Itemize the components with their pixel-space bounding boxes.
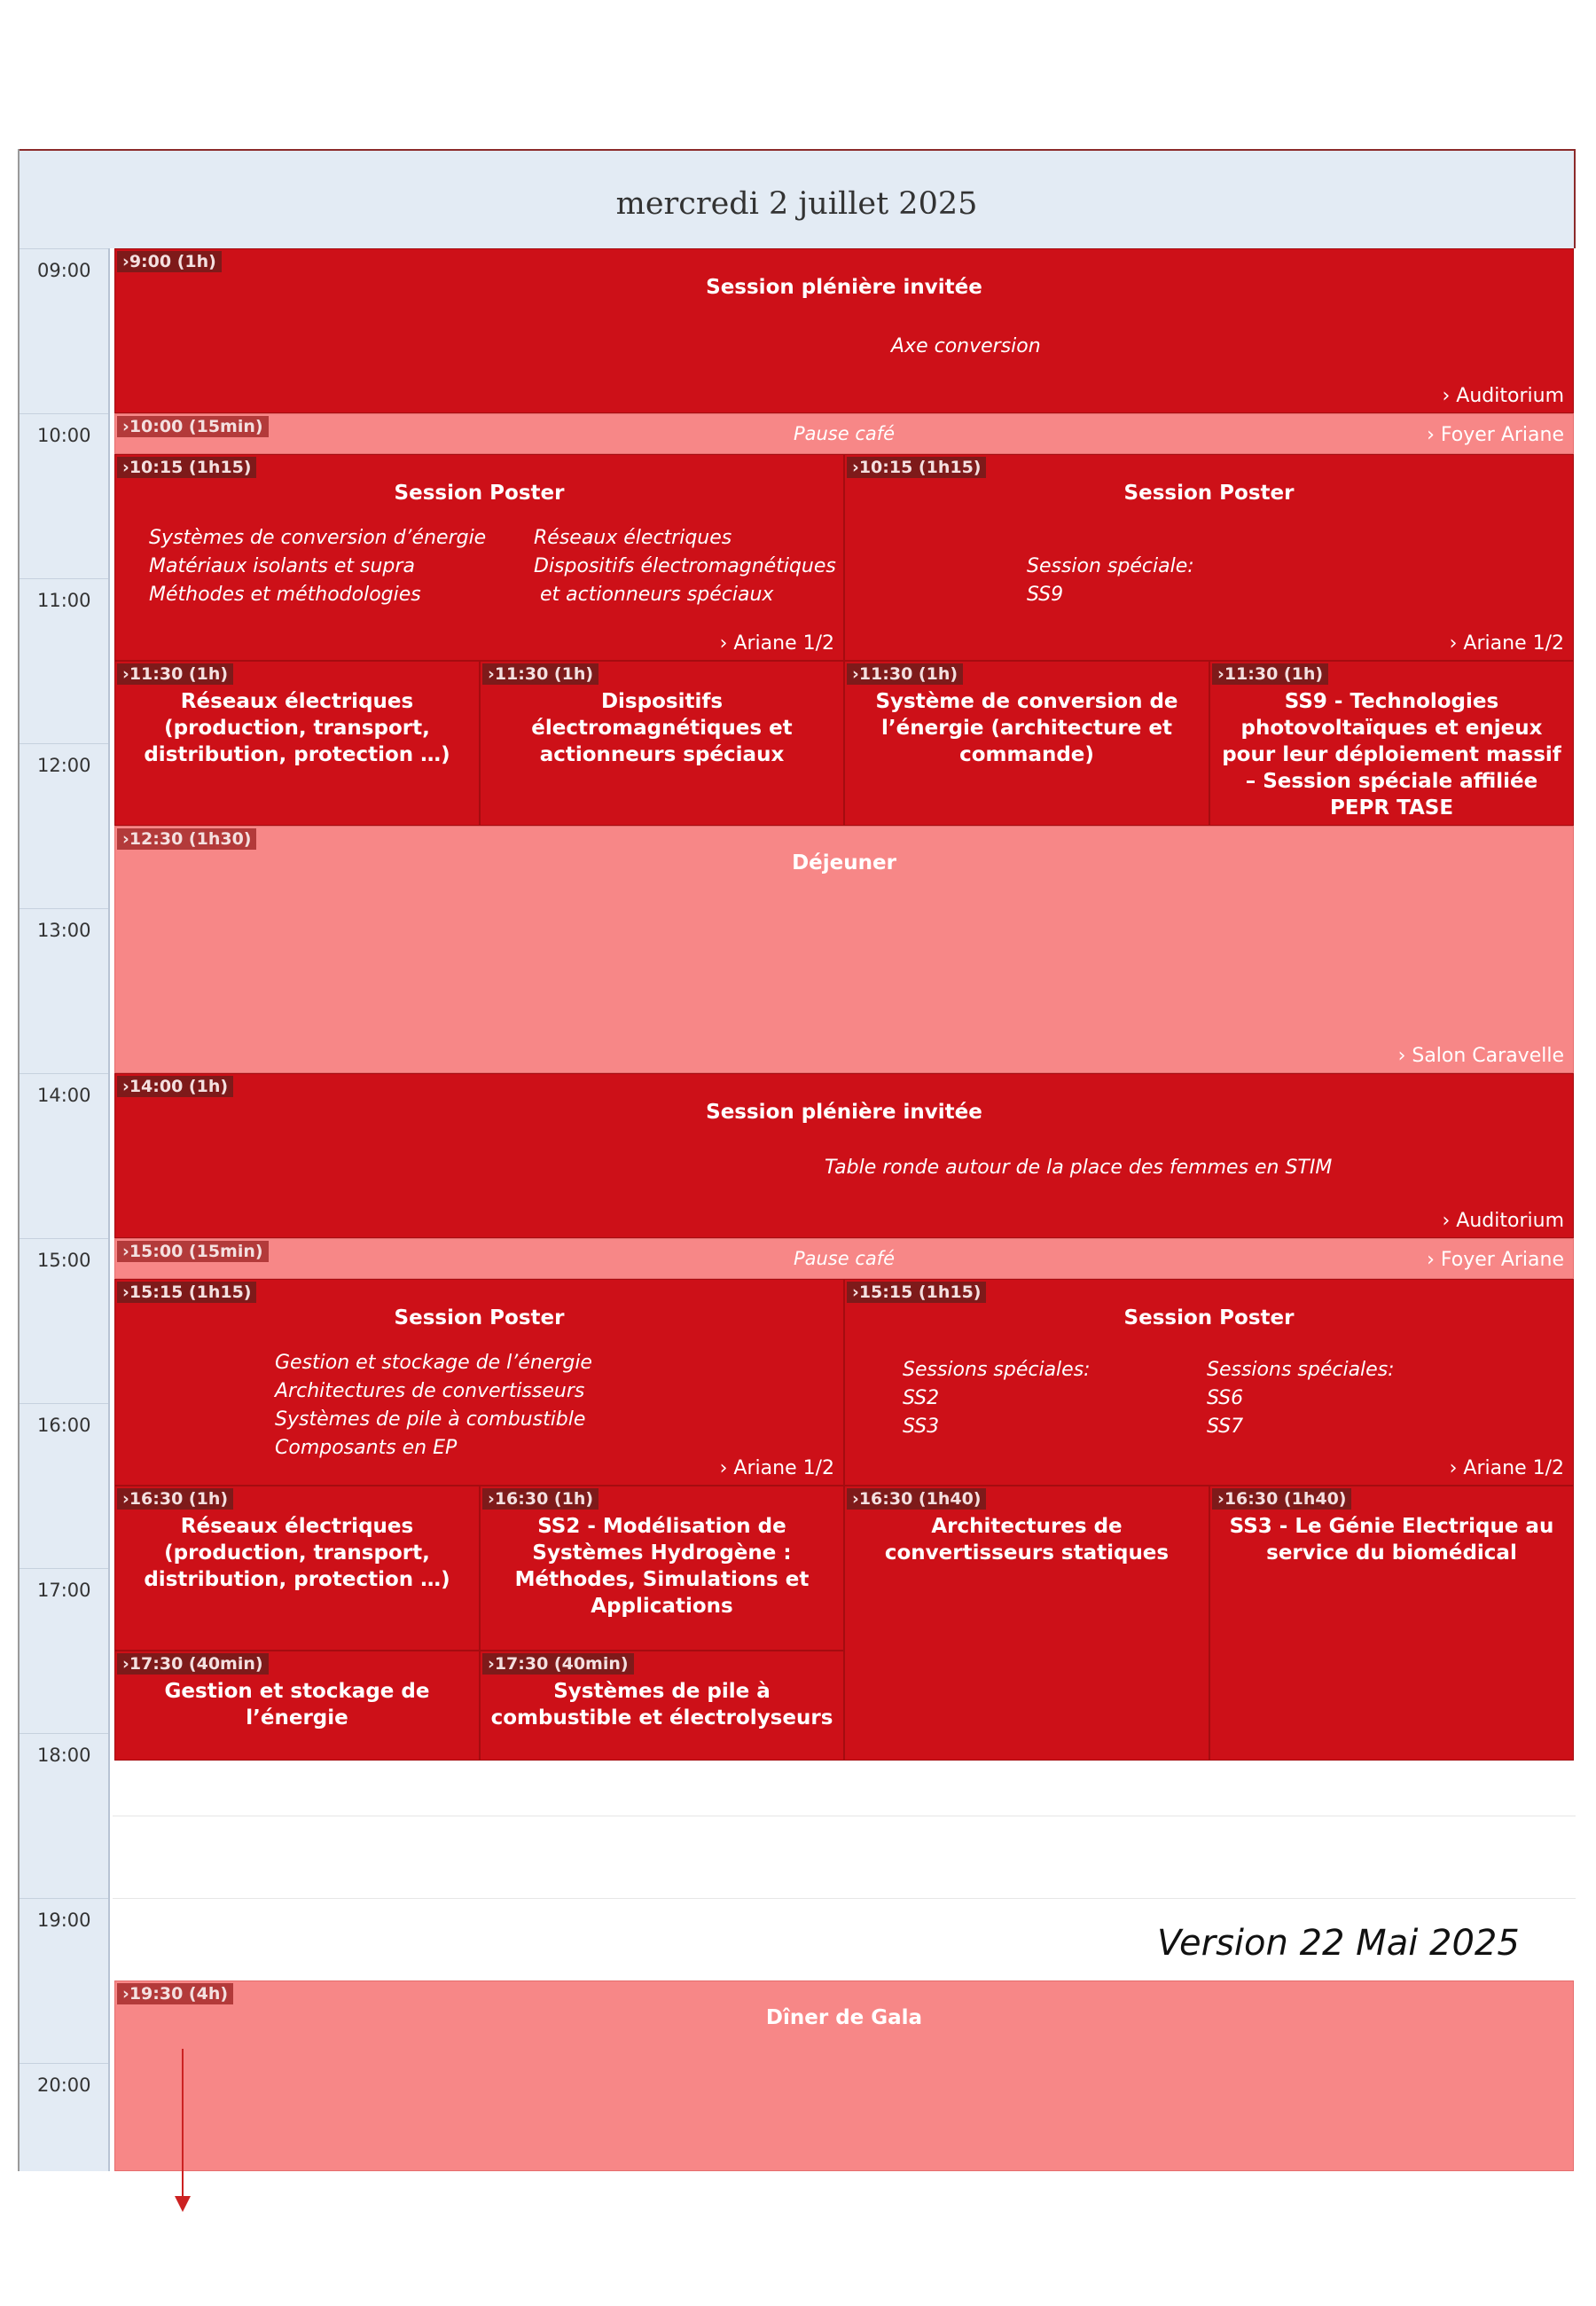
event-topics: Systèmes de conversion d’énergie Matériaux isolants et supra Méthodes et méthodologies [149,527,487,606]
hour-label: 14:00 [37,1085,91,1106]
event-session[interactable] [114,1486,480,1651]
event-time: ›17:30 (40min) [117,1653,269,1675]
hour-slot [20,2063,108,2228]
event-poster-session[interactable] [114,1279,844,1486]
event-time: ›11:30 (1h) [482,663,598,685]
event-time: ›10:00 (15min) [117,416,269,437]
event-location[interactable]: › Ariane 1/2 [1449,632,1564,655]
hour-label: 18:00 [37,1745,91,1766]
event-coffee-break[interactable] [114,413,1574,454]
event-time: ›15:00 (15min) [117,1241,269,1262]
event-title: Session Poster [394,482,565,505]
event-gala-dinner[interactable] [114,1980,1574,2171]
event-subtitle: Axe conversion [891,335,1041,357]
hour-slot [20,1073,108,1238]
event-coffee-break[interactable] [114,1238,1574,1279]
event-location[interactable]: › Auditorium [1442,1210,1564,1232]
hour-slot [20,413,108,578]
event-title: Session Poster [1123,482,1295,505]
event-session[interactable] [1209,1486,1574,1761]
event-title: Déjeuner [792,851,896,875]
hour-slot [20,578,108,743]
hour-slot [20,1403,108,1568]
event-time: ›9:00 (1h) [117,251,222,272]
event-poster-session[interactable] [844,1279,1574,1486]
event-location[interactable]: › Foyer Ariane [1427,1249,1564,1271]
hour-slot [20,743,108,908]
event-time: ›10:15 (1h15) [847,457,986,478]
event-topics: Sessions spéciales: SS2 SS3 [903,1359,1091,1438]
event-time: ›17:30 (40min) [482,1653,634,1675]
event-session[interactable] [844,1486,1209,1761]
time-column [20,248,110,2171]
event-time: ›11:30 (1h) [847,663,963,685]
event-location[interactable]: › Ariane 1/2 [719,1457,834,1479]
event-lunch[interactable] [114,826,1574,1073]
hour-slot [20,908,108,1073]
hour-label: 19:00 [37,1910,91,1931]
hour-slot [20,1898,108,2063]
event-title: Dispositifs électromagnétiques et actionneurs spéciaux [531,690,793,766]
event-location[interactable]: › Salon Caravelle [1397,1045,1564,1067]
event-topics: Sessions spéciales: SS6 SS7 [1207,1359,1395,1438]
event-title: Pause café [793,1248,896,1269]
event-time: ›16:30 (1h) [117,1488,233,1510]
event-poster-session[interactable] [844,454,1574,661]
event-time: ›16:30 (1h) [482,1488,598,1510]
event-title: SS9 - Technologies photovoltaïques et enjeux pour leur déploiement massif – Session spéciale affiliée PEPR TASE [1222,690,1561,820]
version-note: Version 22 Mai 2025 [1157,1923,1520,1964]
hour-label: 12:00 [37,755,91,776]
event-subtitle: Table ronde autour de la place des femmes en STIM [825,1157,1333,1179]
hour-label: 16:00 [37,1415,91,1436]
event-title: Systèmes de pile à combustible et électrolyseurs [490,1680,833,1730]
event-time: ›11:30 (1h) [117,663,233,685]
event-title: Session plénière invitée [706,1101,982,1124]
event-title: Réseaux électriques (production, transport, distribution, protection …) [144,1515,450,1591]
event-title: Architectures de convertisseurs statiques [884,1515,1170,1565]
hour-label: 17:00 [37,1580,91,1601]
day-title: mercredi 2 juillet 2025 [615,186,978,222]
arrowhead-icon [175,2196,191,2212]
hour-slot [20,1238,108,1403]
event-title: Session Poster [394,1306,565,1329]
event-plenary-afternoon[interactable] [114,1073,1574,1238]
event-title: Session plénière invitée [706,276,982,299]
event-location[interactable]: › Ariane 1/2 [719,632,834,655]
hour-label: 15:00 [37,1250,91,1271]
event-title: Dîner de Gala [765,2006,923,2029]
hour-label: 10:00 [37,425,91,446]
event-topics: Gestion et stockage de l’énergie Architectures de convertisseurs Systèmes de pile à combustible Composants en EP [275,1352,592,1459]
event-title: Gestion et stockage de l’énergie [164,1680,430,1730]
event-title: Réseaux électriques (production, transport, distribution, protection …) [144,690,450,766]
hour-label: 13:00 [37,920,91,941]
event-time: ›11:30 (1h) [1212,663,1328,685]
event-location[interactable]: › Ariane 1/2 [1449,1457,1564,1479]
event-topics: Session spéciale: SS9 [1027,555,1194,606]
event-plenary-morning[interactable] [114,248,1574,413]
event-time: ›15:15 (1h15) [117,1282,256,1303]
hour-label: 20:00 [37,2075,91,2096]
event-session[interactable] [114,661,480,826]
hour-slot [20,248,108,413]
grid-line [113,1898,1576,1899]
events-grid [113,248,1576,2171]
day-calendar [18,149,1576,2171]
event-title: Système de conversion de l’énergie (architecture et commande) [875,690,1178,766]
event-time: ›19:30 (4h) [117,1983,233,2004]
event-poster-session[interactable] [114,454,844,661]
calendar-header [20,149,1576,248]
event-session[interactable] [114,1651,480,1761]
event-time: ›16:30 (1h40) [1212,1488,1351,1510]
event-title: SS3 - Le Génie Electrique au service du biomédical [1229,1515,1554,1565]
event-location[interactable]: › Foyer Ariane [1427,424,1564,446]
hour-label: 11:00 [37,590,91,611]
event-time: ›16:30 (1h40) [847,1488,986,1510]
hour-slot [20,1568,108,1733]
event-session[interactable] [480,1486,844,1651]
event-session[interactable] [844,661,1209,826]
event-session[interactable] [1209,661,1574,826]
event-time: ›15:15 (1h15) [847,1282,986,1303]
hour-label: 09:00 [37,260,91,281]
arrow-down-icon [182,2049,184,2200]
event-title: Pause café [793,423,896,444]
event-location[interactable]: › Auditorium [1442,385,1564,407]
event-time: ›10:15 (1h15) [117,457,256,478]
event-session[interactable] [480,1651,844,1761]
event-title: Session Poster [1123,1306,1295,1329]
event-session[interactable] [480,661,844,826]
event-time: ›12:30 (1h30) [117,828,256,850]
event-title: SS2 - Modélisation de Systèmes Hydrogène : Méthodes, Simulations et Applications [514,1515,810,1618]
event-time: ›14:00 (1h) [117,1076,233,1097]
hour-slot [20,1733,108,1898]
event-topics: Réseaux électriques Dispositifs électromagnétiques et actionneurs spéciaux [534,527,836,606]
